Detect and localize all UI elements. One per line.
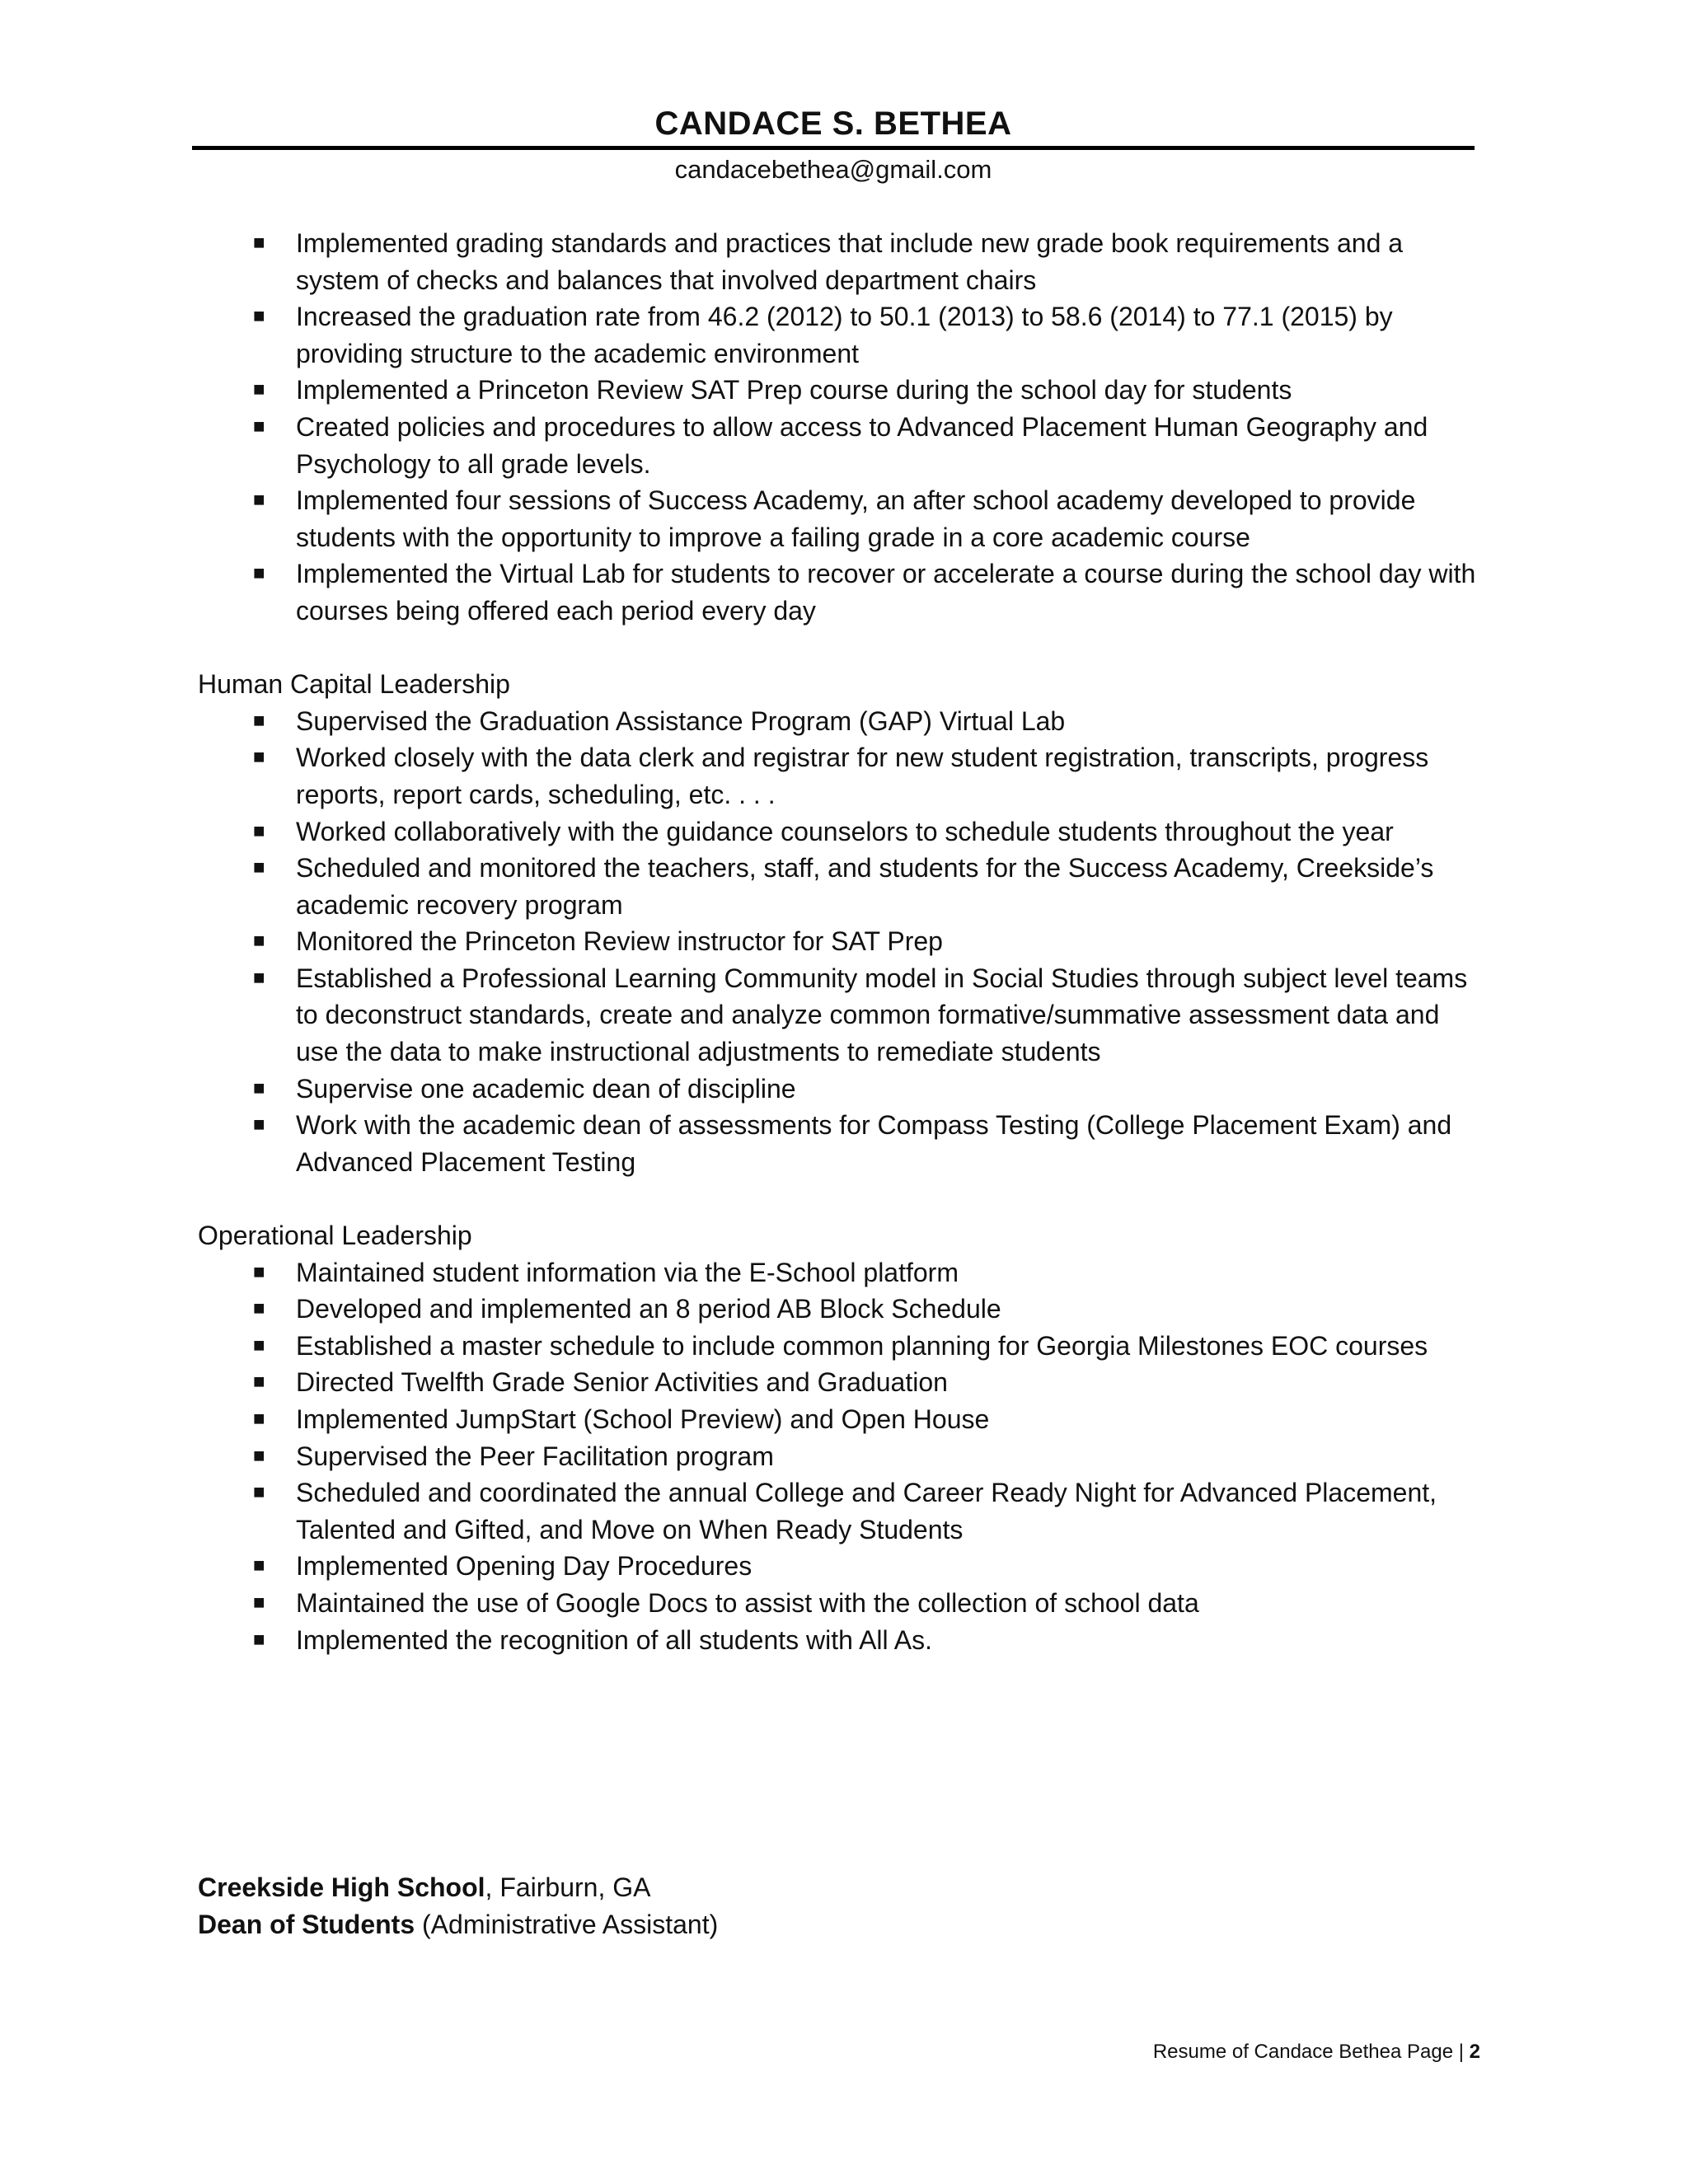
bullet-text: Supervised the Graduation Assistance Program (GAP) Virtual Lab (296, 705, 1066, 736)
list-item (253, 298, 1484, 372)
section-heading-human-capital: Human Capital Leadership (198, 669, 510, 700)
bullet-icon: ■ (253, 232, 265, 254)
list-item (253, 739, 1484, 813)
bullet-text: Implemented grading standards and practices that include new grade book requirements and a system of checks and balances that involved department chairs (296, 228, 1404, 295)
list-item (253, 409, 1484, 482)
resume-body (198, 225, 1484, 1658)
school-name: Creekside High School (198, 1872, 485, 1902)
bullet-icon: ■ (253, 1371, 265, 1394)
bullet-text: Implemented Opening Day Procedures (296, 1551, 753, 1582)
bullet-text: Created policies and procedures to allow access to Advanced Placement Human Geography and Psychology to all grade levels. (296, 411, 1428, 479)
list-item (253, 1291, 1484, 1328)
bullet-text: Supervised the Peer Facilitation program (296, 1441, 774, 1471)
job-title-line (198, 1906, 718, 1943)
list-item (253, 372, 1484, 409)
bullet-icon: ■ (253, 709, 265, 732)
next-position-block (198, 1869, 718, 1943)
bullet-icon: ■ (253, 1333, 265, 1357)
list-item (253, 1107, 1484, 1180)
bullet-icon: ■ (253, 856, 265, 879)
bullet-text: Implemented JumpStart (School Preview) and Open House (296, 1404, 990, 1434)
bullet-icon: ■ (253, 1444, 265, 1467)
list-item (253, 1548, 1484, 1585)
bullet-icon: ■ (253, 562, 265, 585)
page-number: 2 (1469, 2041, 1480, 2063)
page-footer (1153, 2039, 1480, 2065)
bullet-text: Scheduled and monitored the teachers, staff, and students for the Success Academy, Creekside’s academic recovery program (296, 853, 1434, 920)
bullet-text: Maintained the use of Google Docs to assist with the collection of school data (296, 1587, 1199, 1618)
bullet-icon: ■ (253, 489, 265, 512)
list-item (253, 1622, 1484, 1659)
bullet-text: Implemented four sessions of Success Academy, an after school academy developed to provide students with the opportunity to improve a failing grade in a core academic course (296, 485, 1416, 552)
bullet-icon: ■ (253, 746, 265, 769)
bullet-text: Work with the academic dean of assessments for Compass Testing (College Placement Exam) and Advanced Placement Testing (296, 1110, 1452, 1177)
bullet-icon: ■ (253, 1408, 265, 1430)
bullet-text: Developed and implemented an 8 period AB Block Schedule (296, 1294, 1001, 1324)
list-item (253, 1401, 1484, 1438)
list-item (253, 850, 1484, 923)
list-item (253, 813, 1484, 851)
list-item (253, 703, 1484, 740)
list-item (253, 1328, 1484, 1365)
list-item (253, 923, 1484, 960)
bullet-text: Monitored the Princeton Review instructor for SAT Prep (296, 926, 943, 957)
list-item (253, 225, 1484, 298)
bullet-text: Scheduled and coordinated the annual College and Career Ready Night for Advanced Placement, Talented and Gifted, and Move on When Ready Students (296, 1478, 1437, 1544)
list-item (253, 960, 1484, 1071)
list-item (253, 1071, 1484, 1108)
bullet-text: Worked closely with the data clerk and registrar for new student registration, transcripts, progress reports, report cards, scheduling, etc. . . . (296, 743, 1429, 809)
candidate-email: candacebethea@gmail.com (674, 155, 992, 184)
candidate-name: CANDACE S. BETHEA (654, 105, 1012, 142)
intro-bullet-list (198, 225, 1484, 630)
bullet-icon: ■ (253, 966, 265, 989)
list-item (253, 1438, 1484, 1475)
bullet-text: Implemented a Princeton Review SAT Prep course during the school day for students (296, 375, 1292, 405)
bullet-text: Worked collaboratively with the guidance counselors to schedule students throughout the year (296, 816, 1394, 846)
list-item (253, 482, 1484, 555)
bullet-icon: ■ (253, 415, 265, 438)
bullet-icon: ■ (253, 1481, 265, 1504)
bullet-icon: ■ (253, 1554, 265, 1577)
bullet-icon: ■ (253, 1260, 265, 1283)
employer-line (198, 1869, 718, 1906)
bullet-icon: ■ (253, 305, 265, 328)
bullet-icon: ■ (253, 1076, 265, 1099)
list-item (253, 555, 1484, 629)
bullet-text: Established a Professional Learning Community model in Social Studies through subject level teams to deconstruct standards, create and analyze common formative/summative assessment data and use the data to make instructional adjustments to remediate students (296, 963, 1468, 1067)
bullet-icon: ■ (253, 1113, 265, 1137)
bullet-text: Established a master schedule to include common planning for Georgia Milestones EOC courses (296, 1330, 1428, 1361)
list-item (253, 1474, 1484, 1548)
bullet-text: Implemented the recognition of all students with All As. (296, 1624, 932, 1655)
list-item (253, 1585, 1484, 1622)
bullet-icon: ■ (253, 378, 265, 401)
bullet-icon: ■ (253, 1628, 265, 1651)
header-divider (192, 146, 1475, 150)
section-heading-operational: Operational Leadership (198, 1221, 472, 1251)
bullet-text: Supervise one academic dean of discipline (296, 1073, 796, 1104)
bullet-icon: ■ (253, 1297, 265, 1320)
bullet-icon: ■ (253, 930, 265, 953)
footer-label: Resume of Candace Bethea Page | (1152, 2041, 1470, 2063)
list-item (253, 1254, 1484, 1291)
list-item (253, 1364, 1484, 1401)
job-title: Dean of Students (198, 1909, 415, 1939)
school-location: , Fairburn, GA (485, 1872, 651, 1902)
bullet-text: Directed Twelfth Grade Senior Activities and Graduation (296, 1367, 948, 1398)
bullet-text: Increased the graduation rate from 46.2 (2012) to 50.1 (2013) to 58.6 (2014) to 77.1 (2015) by providing structure to the academic environment (296, 302, 1393, 368)
job-title-note: (Administrative Assistant) (415, 1909, 719, 1939)
bullet-text: Maintained student information via the E-School platform (296, 1257, 959, 1287)
bullet-text: Implemented the Virtual Lab for students to recover or accelerate a course during the school day with courses being offered each period every day (296, 559, 1476, 626)
human-capital-bullet-list (198, 703, 1484, 1181)
bullet-icon: ■ (253, 819, 265, 842)
operational-bullet-list (198, 1254, 1484, 1659)
bullet-icon: ■ (253, 1591, 265, 1614)
